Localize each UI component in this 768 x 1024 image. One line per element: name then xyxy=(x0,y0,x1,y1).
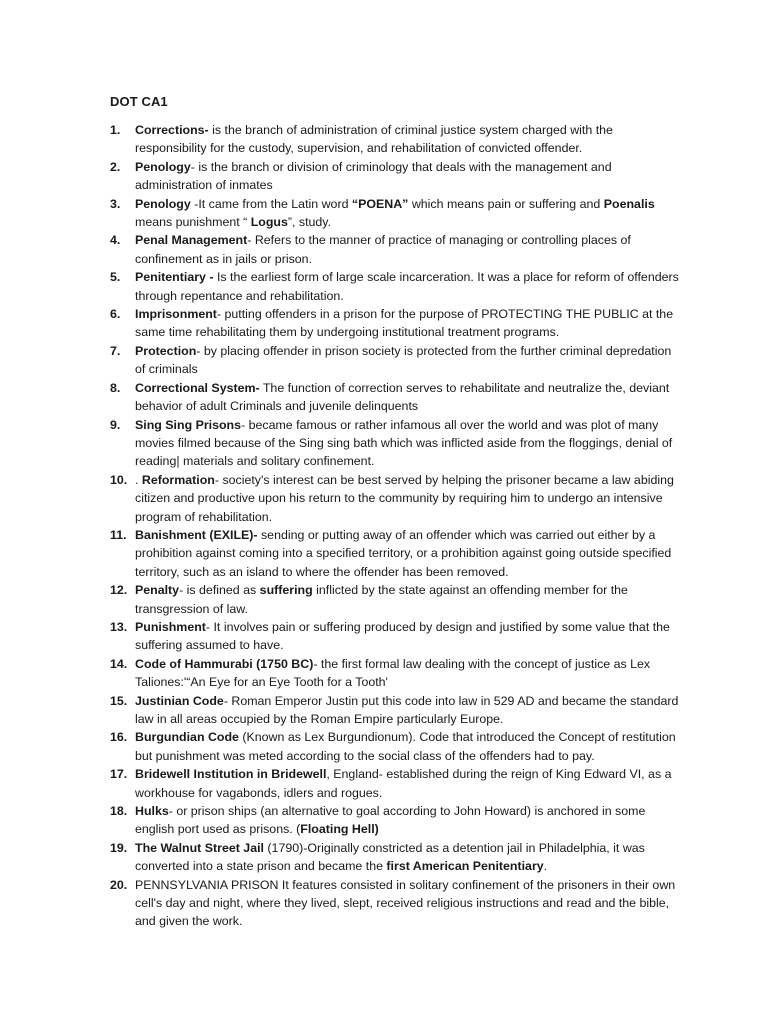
text-run: - Roman Emperor Justin put this code into law in 529 AD and became the standard law in all areas occupied by the Roman Empire particularly Europe. xyxy=(135,693,679,726)
term-bold: Reformation xyxy=(141,472,215,487)
item-number: 6. xyxy=(110,307,121,322)
item-number: 17. xyxy=(110,767,128,782)
item-number: 10. xyxy=(110,472,128,487)
text-run: - It involves pain or suffering produced by design and justified by some value that the suffering assumed to have. xyxy=(135,619,670,653)
term-bold: suffering xyxy=(259,583,313,598)
list-item xyxy=(110,692,685,729)
item-number: 18. xyxy=(110,804,128,819)
text-run: Is the earliest form of large scale incarceration. It was a place for reform of offenders through repentance and rehabilitation. xyxy=(135,270,679,303)
item-text xyxy=(135,583,628,615)
list-item xyxy=(110,655,685,692)
item-number: 13. xyxy=(110,619,128,634)
item-number: 11. xyxy=(110,527,127,542)
item-text xyxy=(135,804,645,836)
item-text xyxy=(135,878,675,929)
term-bold: Sing Sing Prisons xyxy=(135,417,242,432)
item-text xyxy=(135,528,671,579)
term-bold: Justinian Code xyxy=(135,693,224,708)
term-bold: “POENA” xyxy=(351,196,409,211)
item-number: 8. xyxy=(110,380,121,395)
text-run: The function of correction serves to rehabilitate and neutralize the, deviant behavior of adult Criminals and juvenile delinquents xyxy=(135,380,670,414)
item-number: 9. xyxy=(110,417,121,432)
term-bold: Protection xyxy=(135,343,197,358)
term-bold: Penalty xyxy=(135,583,180,598)
text-run: - or prison ships (an alternative to goal according to John Howard) is anchored in some english port used as prisons. ( xyxy=(135,804,646,837)
item-text xyxy=(135,767,671,799)
term-bold: Floating Hell) xyxy=(300,822,379,837)
term-bold: Poenalis xyxy=(603,196,655,211)
text-run: inflicted by the state against an offending member for the transgression of law. xyxy=(135,583,628,616)
text-run: means punishment “ xyxy=(135,215,251,230)
text-run: - putting offenders in a prison for the purpose of PROTECTING THE PUBLIC at the same time rehabilitating them by undergoing institutional treatment programs. xyxy=(135,307,674,340)
document-title: DOT CA1 xyxy=(110,94,168,109)
item-text xyxy=(135,123,613,155)
list-item xyxy=(110,618,685,655)
text-run: - the first formal law dealing with the concept of justice as Lex Taliones:'“An Eye for an Eye Tooth for a Tooth' xyxy=(135,656,651,690)
list-item xyxy=(110,765,685,802)
text-run: (1790)-Originally constricted as a detention jail in Philadelphia, it was converted into a state prison and became the xyxy=(135,840,645,874)
item-text xyxy=(135,233,631,265)
list-item xyxy=(110,195,685,232)
text-run: . xyxy=(543,859,548,874)
item-text xyxy=(135,197,655,229)
item-number: 4. xyxy=(110,233,121,248)
list-item xyxy=(110,802,685,839)
text-run: PENNSYLVANIA PRISON It features consisted in solitary confinement of the prisoners in their own cell's day and night, where they lived, slept, received religious instructions and read and the bible, and given the work. xyxy=(135,877,676,929)
item-text xyxy=(135,160,612,192)
term-bold: Penology xyxy=(135,159,191,174)
term-bold: Code of Hammurabi (1750 BC) xyxy=(135,656,314,671)
list-item xyxy=(110,268,685,305)
text-run: - became famous or rather infamous all over the world and was plot of many movies filmed because of the Sing sing bath which was inflicted aside from the floggings, denial of reading| materials and solitary confinement. xyxy=(135,417,673,469)
term-bold: Banishment (EXILE)- xyxy=(135,527,258,542)
term-bold: Burgundian Code xyxy=(135,730,239,745)
item-number: 14. xyxy=(110,656,128,671)
term-bold: Punishment xyxy=(135,619,206,634)
text-run: is the branch of administration of criminal justice system charged with the responsibility for the custody, supervision, and rehabilitation of convicted offender. xyxy=(135,123,613,156)
item-number: 16. xyxy=(110,730,128,745)
text-run: sending or putting away of an offender which was carried out either by a prohibition against coming into a specified territory, or a prohibition against going outside specified territory, such as an island to where the offender has been removed. xyxy=(135,527,672,579)
item-text xyxy=(135,841,645,873)
item-number: 20. xyxy=(110,877,128,892)
term-bold: first American Penitentiary xyxy=(386,859,544,874)
text-run: ”, study. xyxy=(287,215,332,230)
item-number: 1. xyxy=(110,123,121,137)
item-text xyxy=(135,694,678,726)
list-item xyxy=(110,121,685,158)
item-text xyxy=(135,307,673,339)
list-item xyxy=(110,305,685,342)
list-item xyxy=(110,876,685,931)
text-run: which means pain or suffering and xyxy=(408,196,604,211)
definitions-list xyxy=(110,121,685,931)
text-run: -It came from the Latin word xyxy=(190,196,352,211)
list-item xyxy=(110,526,685,581)
term-bold: Penal Management xyxy=(135,233,248,248)
text-run: - by placing offender in prison society is protected from the further criminal depredation of criminals xyxy=(135,343,672,377)
list-item xyxy=(110,471,685,526)
item-number: 2. xyxy=(110,159,121,174)
list-item xyxy=(110,379,685,416)
item-text xyxy=(135,344,671,376)
text-run: . xyxy=(135,472,142,487)
item-text xyxy=(135,270,679,302)
item-number: 15. xyxy=(110,693,128,708)
list-item xyxy=(110,581,685,618)
term-bold: Penology xyxy=(135,196,191,211)
text-run: - Refers to the manner of practice of managing or controlling places of confinement as in jails or prison. xyxy=(135,233,631,266)
item-number: 7. xyxy=(110,343,121,358)
term-bold: Corrections- xyxy=(135,123,209,137)
term-bold: Penitentiary - xyxy=(135,270,214,285)
list-item xyxy=(110,231,685,268)
list-item xyxy=(110,416,685,471)
list-item xyxy=(110,728,685,765)
item-text xyxy=(135,620,670,652)
item-number: 5. xyxy=(110,270,121,285)
term-bold: Logus xyxy=(250,215,288,230)
item-text xyxy=(135,381,669,413)
text-run: - society's interest can be best served by helping the prisoner became a law abiding citizen and productive upon his return to the community by requiring him to undergo an intensive program of rehabilitation. xyxy=(135,472,674,524)
list-item xyxy=(110,158,685,195)
text-run: - is the branch or division of criminology that deals with the management and administration of inmates xyxy=(135,159,612,193)
text-run: - is defined as xyxy=(179,583,260,598)
item-number: 12. xyxy=(110,583,128,598)
list-item xyxy=(110,839,685,876)
term-bold: Hulks xyxy=(135,804,169,819)
item-text xyxy=(135,418,672,469)
item-text xyxy=(135,730,676,762)
term-bold: The Walnut Street Jail xyxy=(135,840,264,855)
item-text xyxy=(135,657,650,689)
term-bold: Correctional System- xyxy=(135,380,260,395)
list-item xyxy=(110,342,685,379)
item-number: 3. xyxy=(110,196,121,211)
term-bold: Imprisonment xyxy=(135,307,217,322)
text-run: , England- established during the reign of King Edward VI, as a workhouse for vagabonds, idlers and rogues. xyxy=(135,767,672,800)
item-number: 19. xyxy=(110,840,128,855)
item-text xyxy=(135,473,674,524)
term-bold: Bridewell Institution in Bridewell xyxy=(135,767,327,782)
text-run: (Known as Lex Burgundionum). Code that introduced the Concept of restitution but punishment was meted according to the social class of the offenders had to pay. xyxy=(135,730,676,763)
